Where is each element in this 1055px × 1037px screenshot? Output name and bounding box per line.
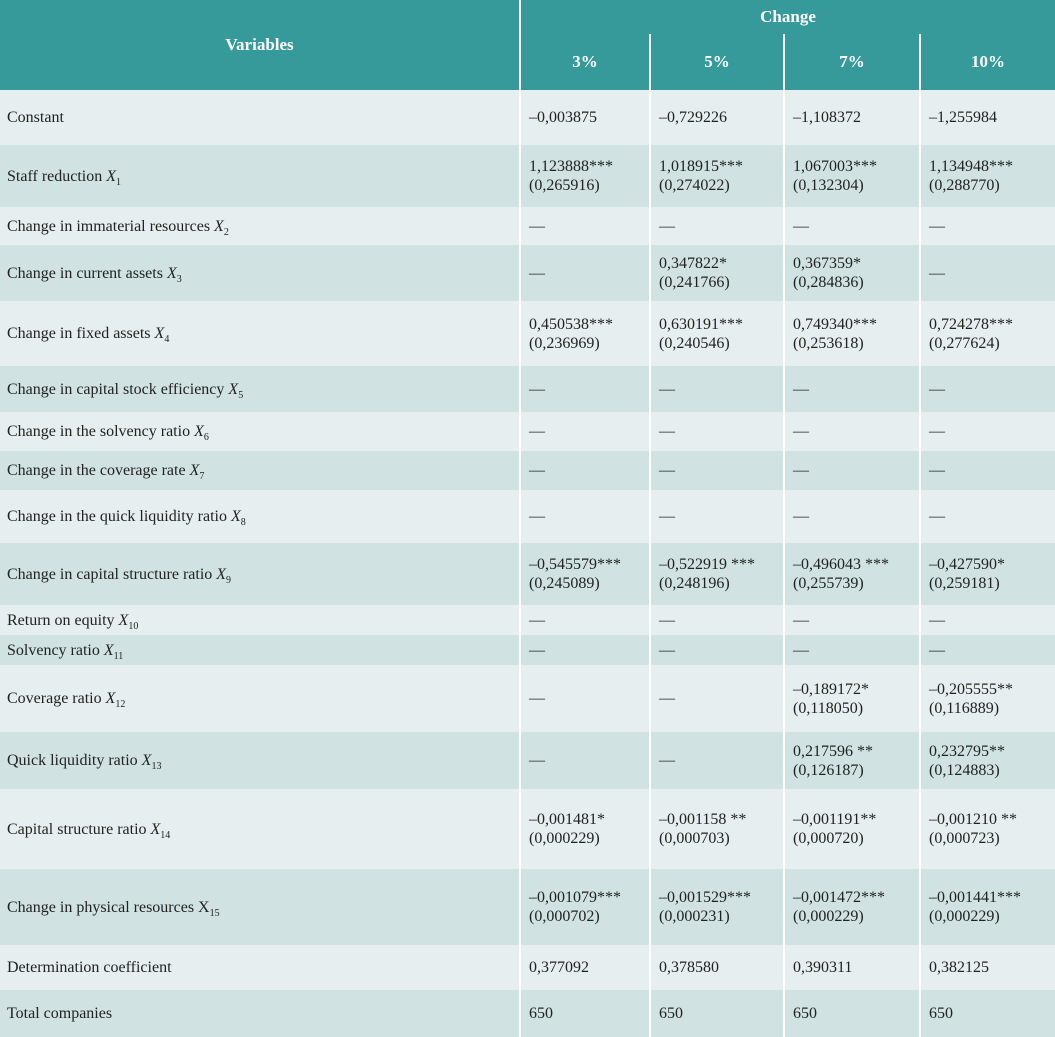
coefficient-cell bbox=[520, 635, 650, 665]
standard-error: (0,277624) bbox=[929, 334, 1000, 352]
table-body bbox=[0, 90, 1055, 1037]
coefficient-value: — bbox=[793, 380, 809, 398]
coefficient-value: 0,377092 bbox=[529, 959, 589, 976]
variable-label-cell bbox=[0, 245, 520, 301]
column-header-10pct: 10% bbox=[920, 34, 1055, 90]
coefficient-value: — bbox=[659, 462, 675, 479]
variable-label-cell bbox=[0, 543, 520, 605]
variable-label: Change in current assets bbox=[7, 264, 163, 282]
variable-label: Change in physical resources X bbox=[7, 898, 210, 916]
coefficient-cell bbox=[650, 789, 784, 869]
standard-error: (0,000229) bbox=[529, 830, 600, 847]
coefficient-value: — bbox=[793, 462, 809, 479]
coefficient-cell bbox=[650, 605, 784, 635]
variable-subscript: 1 bbox=[116, 176, 122, 188]
coefficient-cell bbox=[520, 789, 650, 869]
coefficient-cell bbox=[520, 145, 650, 207]
coefficient-cell bbox=[520, 732, 650, 789]
coefficient-value: — bbox=[659, 690, 675, 707]
variable-label: Return on equity bbox=[7, 611, 115, 629]
variable-label-cell bbox=[0, 490, 520, 543]
variable-label-cell bbox=[0, 789, 520, 869]
variable-symbol: X bbox=[103, 641, 114, 659]
coefficient-cell bbox=[920, 543, 1055, 605]
variable-label: Constant bbox=[7, 109, 64, 126]
coefficient-cell bbox=[784, 789, 920, 869]
coefficient-cell bbox=[920, 789, 1055, 869]
standard-error: (0,124883) bbox=[929, 761, 1000, 779]
standard-error: (0,000723) bbox=[929, 830, 1000, 847]
variable-symbol: X bbox=[166, 264, 177, 282]
coefficient-value: 0,232795** bbox=[929, 742, 1005, 760]
coefficient-value: –1,255984 bbox=[929, 109, 997, 126]
table-header bbox=[0, 0, 1055, 90]
column-header-7pct: 7% bbox=[784, 34, 920, 90]
coefficient-cell bbox=[520, 490, 650, 543]
coefficient-cell bbox=[650, 869, 784, 945]
variable-label-cell bbox=[0, 451, 520, 490]
coefficient-value: — bbox=[529, 462, 545, 479]
coefficient-value: –0,001472*** bbox=[793, 889, 885, 906]
coefficient-value: — bbox=[793, 423, 809, 440]
variable-symbol: X bbox=[141, 752, 152, 769]
coefficient-value: –0,729226 bbox=[659, 109, 727, 126]
coefficient-cell bbox=[784, 412, 920, 451]
standard-error: (0,000702) bbox=[529, 908, 600, 925]
variable-symbol: X bbox=[214, 217, 224, 235]
variable-label: Change in capital stock efficiency bbox=[7, 380, 225, 398]
standard-error: (0,245089) bbox=[529, 575, 600, 592]
table-row bbox=[0, 490, 1055, 543]
standard-error: (0,253618) bbox=[793, 334, 864, 352]
coefficient-cell bbox=[920, 945, 1055, 990]
coefficient-value: 1,018915*** bbox=[659, 158, 743, 175]
table-row bbox=[0, 366, 1055, 412]
variable-symbol: X bbox=[194, 423, 204, 440]
coefficient-cell bbox=[920, 605, 1055, 635]
coefficient-value: –0,001158 ** bbox=[659, 811, 747, 828]
variable-subscript: 8 bbox=[240, 517, 246, 528]
coefficient-cell bbox=[784, 605, 920, 635]
coefficient-value: — bbox=[929, 217, 945, 235]
coefficient-value: 650 bbox=[929, 1005, 953, 1022]
coefficient-cell bbox=[520, 451, 650, 490]
coefficient-cell bbox=[784, 665, 920, 732]
coefficient-value: — bbox=[929, 462, 945, 479]
coefficient-cell bbox=[650, 412, 784, 451]
variable-label: Change in fixed assets bbox=[7, 325, 151, 342]
variable-label: Change in the solvency ratio bbox=[7, 423, 191, 440]
variable-label-cell bbox=[0, 990, 520, 1037]
coefficient-cell bbox=[650, 732, 784, 789]
coefficient-value: — bbox=[793, 641, 809, 659]
coefficient-value: — bbox=[929, 380, 945, 398]
table-row bbox=[0, 451, 1055, 490]
coefficient-cell bbox=[650, 301, 784, 366]
coefficient-cell bbox=[784, 90, 920, 145]
coefficient-value: — bbox=[659, 423, 675, 440]
coefficient-cell bbox=[520, 945, 650, 990]
coefficient-cell bbox=[650, 490, 784, 543]
variable-symbol: X bbox=[189, 462, 200, 479]
coefficient-value: 0,367359* bbox=[793, 255, 861, 272]
coefficient-value: — bbox=[529, 217, 545, 235]
coefficient-value: — bbox=[529, 423, 545, 440]
standard-error: (0,241766) bbox=[659, 274, 730, 291]
coefficient-cell bbox=[520, 665, 650, 732]
coefficient-value: 0,217596 ** bbox=[793, 742, 873, 760]
variable-label-cell bbox=[0, 207, 520, 245]
coefficient-value: — bbox=[659, 217, 675, 235]
variable-label-cell bbox=[0, 945, 520, 990]
variable-symbol: X bbox=[150, 820, 161, 838]
variable-subscript: 9 bbox=[226, 574, 232, 586]
variable-label: Change in capital structure ratio bbox=[7, 565, 213, 583]
coefficient-cell bbox=[650, 366, 784, 412]
coefficient-value: 0,749340*** bbox=[793, 315, 877, 333]
standard-error: (0,116889) bbox=[929, 699, 1000, 717]
coefficient-cell bbox=[920, 412, 1055, 451]
coefficient-cell bbox=[784, 301, 920, 366]
coefficient-cell bbox=[920, 366, 1055, 412]
coefficient-cell bbox=[784, 990, 920, 1037]
coefficient-cell bbox=[920, 635, 1055, 665]
coefficient-value: –0,001079*** bbox=[529, 889, 621, 906]
coefficient-value: — bbox=[659, 380, 675, 398]
coefficient-cell bbox=[920, 145, 1055, 207]
table-row bbox=[0, 605, 1055, 635]
table-row bbox=[0, 207, 1055, 245]
standard-error: (0,000231) bbox=[659, 908, 730, 925]
variable-label: Staff reduction bbox=[7, 167, 103, 185]
variable-symbol: X bbox=[216, 565, 227, 583]
variable-label: Coverage ratio bbox=[7, 690, 102, 707]
variable-label-cell bbox=[0, 605, 520, 635]
coefficient-cell bbox=[920, 732, 1055, 789]
coefficient-value: –0,496043 *** bbox=[793, 556, 889, 573]
variable-label: Solvency ratio bbox=[7, 641, 100, 659]
standard-error: (0,118050) bbox=[793, 699, 864, 717]
variable-subscript: 14 bbox=[160, 829, 171, 841]
coefficient-cell bbox=[784, 543, 920, 605]
variable-subscript: 3 bbox=[176, 273, 182, 285]
variable-symbol: X bbox=[105, 690, 116, 707]
table-row bbox=[0, 789, 1055, 869]
coefficient-cell bbox=[520, 301, 650, 366]
coefficient-cell bbox=[650, 945, 784, 990]
coefficient-value: 0,347822* bbox=[659, 255, 727, 272]
coefficient-value: — bbox=[659, 641, 675, 659]
coefficient-cell bbox=[784, 945, 920, 990]
coefficient-value: — bbox=[529, 752, 545, 769]
coefficient-value: –0,522919 *** bbox=[659, 556, 755, 573]
coefficient-value: –0,427590* bbox=[929, 556, 1005, 573]
coefficient-cell bbox=[650, 145, 784, 207]
coefficient-value: 650 bbox=[659, 1005, 683, 1022]
variable-subscript: 7 bbox=[199, 471, 205, 482]
coefficient-value: 0,382125 bbox=[929, 959, 989, 976]
table-row bbox=[0, 301, 1055, 366]
standard-error: (0,265916) bbox=[529, 177, 600, 194]
coefficient-cell bbox=[784, 245, 920, 301]
coefficient-value: 0,630191*** bbox=[659, 315, 743, 333]
coefficient-cell bbox=[784, 207, 920, 245]
coefficient-cell bbox=[920, 665, 1055, 732]
coefficient-value: — bbox=[929, 423, 945, 440]
table-row bbox=[0, 412, 1055, 451]
standard-error: (0,274022) bbox=[659, 177, 730, 194]
variable-label-cell bbox=[0, 145, 520, 207]
coefficient-cell bbox=[650, 90, 784, 145]
coefficient-cell bbox=[520, 245, 650, 301]
standard-error: (0,259181) bbox=[929, 575, 1000, 592]
coefficient-value: 650 bbox=[793, 1005, 817, 1022]
variable-subscript: 4 bbox=[164, 334, 170, 345]
coefficient-value: –0,001441*** bbox=[929, 889, 1021, 906]
variable-label-cell bbox=[0, 301, 520, 366]
table-row bbox=[0, 665, 1055, 732]
variable-label: Capital structure ratio bbox=[7, 820, 147, 838]
variable-symbol: X bbox=[118, 611, 129, 629]
coefficient-cell bbox=[920, 245, 1055, 301]
coefficient-cell bbox=[650, 665, 784, 732]
variable-symbol: X bbox=[154, 325, 165, 342]
coefficient-value: 1,067003*** bbox=[793, 158, 877, 175]
variable-label: Determination coefficient bbox=[7, 959, 172, 976]
coefficient-cell bbox=[650, 635, 784, 665]
table-row bbox=[0, 145, 1055, 207]
coefficient-value: — bbox=[929, 264, 945, 282]
coefficient-value: — bbox=[929, 611, 945, 629]
variable-subscript: 10 bbox=[128, 620, 139, 632]
variable-subscript: 13 bbox=[151, 761, 162, 772]
variable-label: Change in the quick liquidity ratio bbox=[7, 508, 227, 525]
variable-symbol: X bbox=[228, 380, 239, 398]
coefficient-cell bbox=[920, 869, 1055, 945]
table-row bbox=[0, 732, 1055, 789]
coefficient-value: 0,378580 bbox=[659, 959, 719, 976]
variable-symbol: X bbox=[230, 508, 241, 525]
standard-error: (0,000229) bbox=[929, 908, 1000, 925]
coefficient-cell bbox=[784, 490, 920, 543]
column-header-3pct: 3% bbox=[520, 34, 650, 90]
coefficient-cell bbox=[520, 605, 650, 635]
coefficient-cell bbox=[920, 301, 1055, 366]
coefficient-value: –1,108372 bbox=[793, 109, 861, 126]
variable-label-cell bbox=[0, 635, 520, 665]
coefficient-cell bbox=[520, 543, 650, 605]
coefficient-cell bbox=[784, 366, 920, 412]
variable-label-cell bbox=[0, 366, 520, 412]
variable-label-cell bbox=[0, 665, 520, 732]
coefficient-value: — bbox=[659, 611, 675, 629]
coefficient-value: 1,123888*** bbox=[529, 158, 613, 175]
coefficient-cell bbox=[920, 90, 1055, 145]
coefficient-value: 0,450538*** bbox=[529, 315, 613, 333]
coefficient-value: –0,545579*** bbox=[529, 556, 621, 573]
coefficient-cell bbox=[520, 869, 650, 945]
table-row bbox=[0, 869, 1055, 945]
standard-error: (0,240546) bbox=[659, 334, 730, 352]
variable-label-cell bbox=[0, 90, 520, 145]
coefficient-cell bbox=[784, 145, 920, 207]
coefficient-cell bbox=[920, 451, 1055, 490]
coefficient-value: –0,003875 bbox=[529, 109, 597, 126]
coefficient-value: — bbox=[529, 611, 545, 629]
variable-subscript: 6 bbox=[203, 432, 209, 443]
variables-header: Variables bbox=[0, 0, 520, 90]
coefficient-cell bbox=[520, 207, 650, 245]
coefficient-value: –0,001529*** bbox=[659, 889, 751, 906]
table-row bbox=[0, 990, 1055, 1037]
coefficient-value: — bbox=[529, 508, 545, 525]
coefficient-cell bbox=[520, 90, 650, 145]
table-row bbox=[0, 635, 1055, 665]
coefficient-value: 650 bbox=[529, 1005, 553, 1022]
variable-subscript: 12 bbox=[115, 699, 126, 710]
coefficient-value: — bbox=[793, 611, 809, 629]
coefficient-value: — bbox=[659, 508, 675, 525]
coefficient-cell bbox=[650, 990, 784, 1037]
coefficient-value: — bbox=[529, 264, 545, 282]
table-row bbox=[0, 543, 1055, 605]
coefficient-cell bbox=[784, 451, 920, 490]
standard-error: (0,132304) bbox=[793, 177, 864, 194]
coefficient-cell bbox=[920, 207, 1055, 245]
coefficient-value: — bbox=[529, 380, 545, 398]
standard-error: (0,284836) bbox=[793, 274, 864, 291]
standard-error: (0,288770) bbox=[929, 177, 1000, 194]
coefficient-cell bbox=[920, 990, 1055, 1037]
coefficient-cell bbox=[920, 490, 1055, 543]
variable-label-cell bbox=[0, 869, 520, 945]
variable-subscript: 11 bbox=[113, 650, 124, 662]
coefficient-value: — bbox=[529, 690, 545, 707]
coefficient-value: — bbox=[529, 641, 545, 659]
coefficient-cell bbox=[784, 732, 920, 789]
coefficient-cell bbox=[784, 869, 920, 945]
coefficient-cell bbox=[650, 543, 784, 605]
standard-error: (0,126187) bbox=[793, 761, 864, 779]
table-row bbox=[0, 945, 1055, 990]
coefficient-cell bbox=[520, 412, 650, 451]
coefficient-value: 1,134948*** bbox=[929, 158, 1013, 175]
variable-label: Change in immaterial resources bbox=[7, 217, 211, 235]
coefficient-cell bbox=[784, 635, 920, 665]
variable-label: Change in the coverage rate bbox=[7, 462, 186, 479]
variable-label-cell bbox=[0, 732, 520, 789]
coefficient-cell bbox=[650, 207, 784, 245]
coefficient-value: –0,001210 ** bbox=[929, 811, 1017, 828]
coefficient-value: –0,205555** bbox=[929, 680, 1013, 698]
coefficient-value: — bbox=[793, 508, 809, 525]
coefficient-cell bbox=[520, 366, 650, 412]
variable-subscript: 15 bbox=[209, 907, 220, 919]
variable-label: Quick liquidity ratio bbox=[7, 752, 138, 769]
coefficient-value: –0,001191** bbox=[793, 811, 877, 828]
standard-error: (0,000720) bbox=[793, 830, 864, 847]
standard-error: (0,248196) bbox=[659, 575, 730, 592]
table-row bbox=[0, 245, 1055, 301]
coefficient-cell bbox=[650, 451, 784, 490]
coefficient-cell bbox=[520, 990, 650, 1037]
variable-subscript: 5 bbox=[238, 389, 244, 401]
variable-label: Total companies bbox=[7, 1005, 113, 1022]
coefficient-value: — bbox=[793, 217, 809, 235]
coefficient-value: 0,390311 bbox=[793, 959, 853, 976]
variable-subscript: 2 bbox=[223, 226, 229, 238]
variable-label-cell bbox=[0, 412, 520, 451]
standard-error: (0,000229) bbox=[793, 908, 864, 925]
variable-symbol: X bbox=[106, 167, 117, 185]
standard-error: (0,000703) bbox=[659, 830, 730, 847]
coefficient-value: — bbox=[929, 508, 945, 525]
coefficient-value: –0,189172* bbox=[793, 680, 869, 698]
change-header: Change bbox=[520, 0, 1055, 34]
standard-error: (0,236969) bbox=[529, 334, 600, 352]
coefficient-cell bbox=[650, 245, 784, 301]
coefficient-value: 0,724278*** bbox=[929, 315, 1013, 333]
column-header-5pct: 5% bbox=[650, 34, 784, 90]
coefficient-value: — bbox=[659, 752, 675, 769]
standard-error: (0,255739) bbox=[793, 575, 864, 592]
coefficient-value: –0,001481* bbox=[529, 811, 605, 828]
table-row bbox=[0, 90, 1055, 145]
coefficient-value: — bbox=[929, 641, 945, 659]
